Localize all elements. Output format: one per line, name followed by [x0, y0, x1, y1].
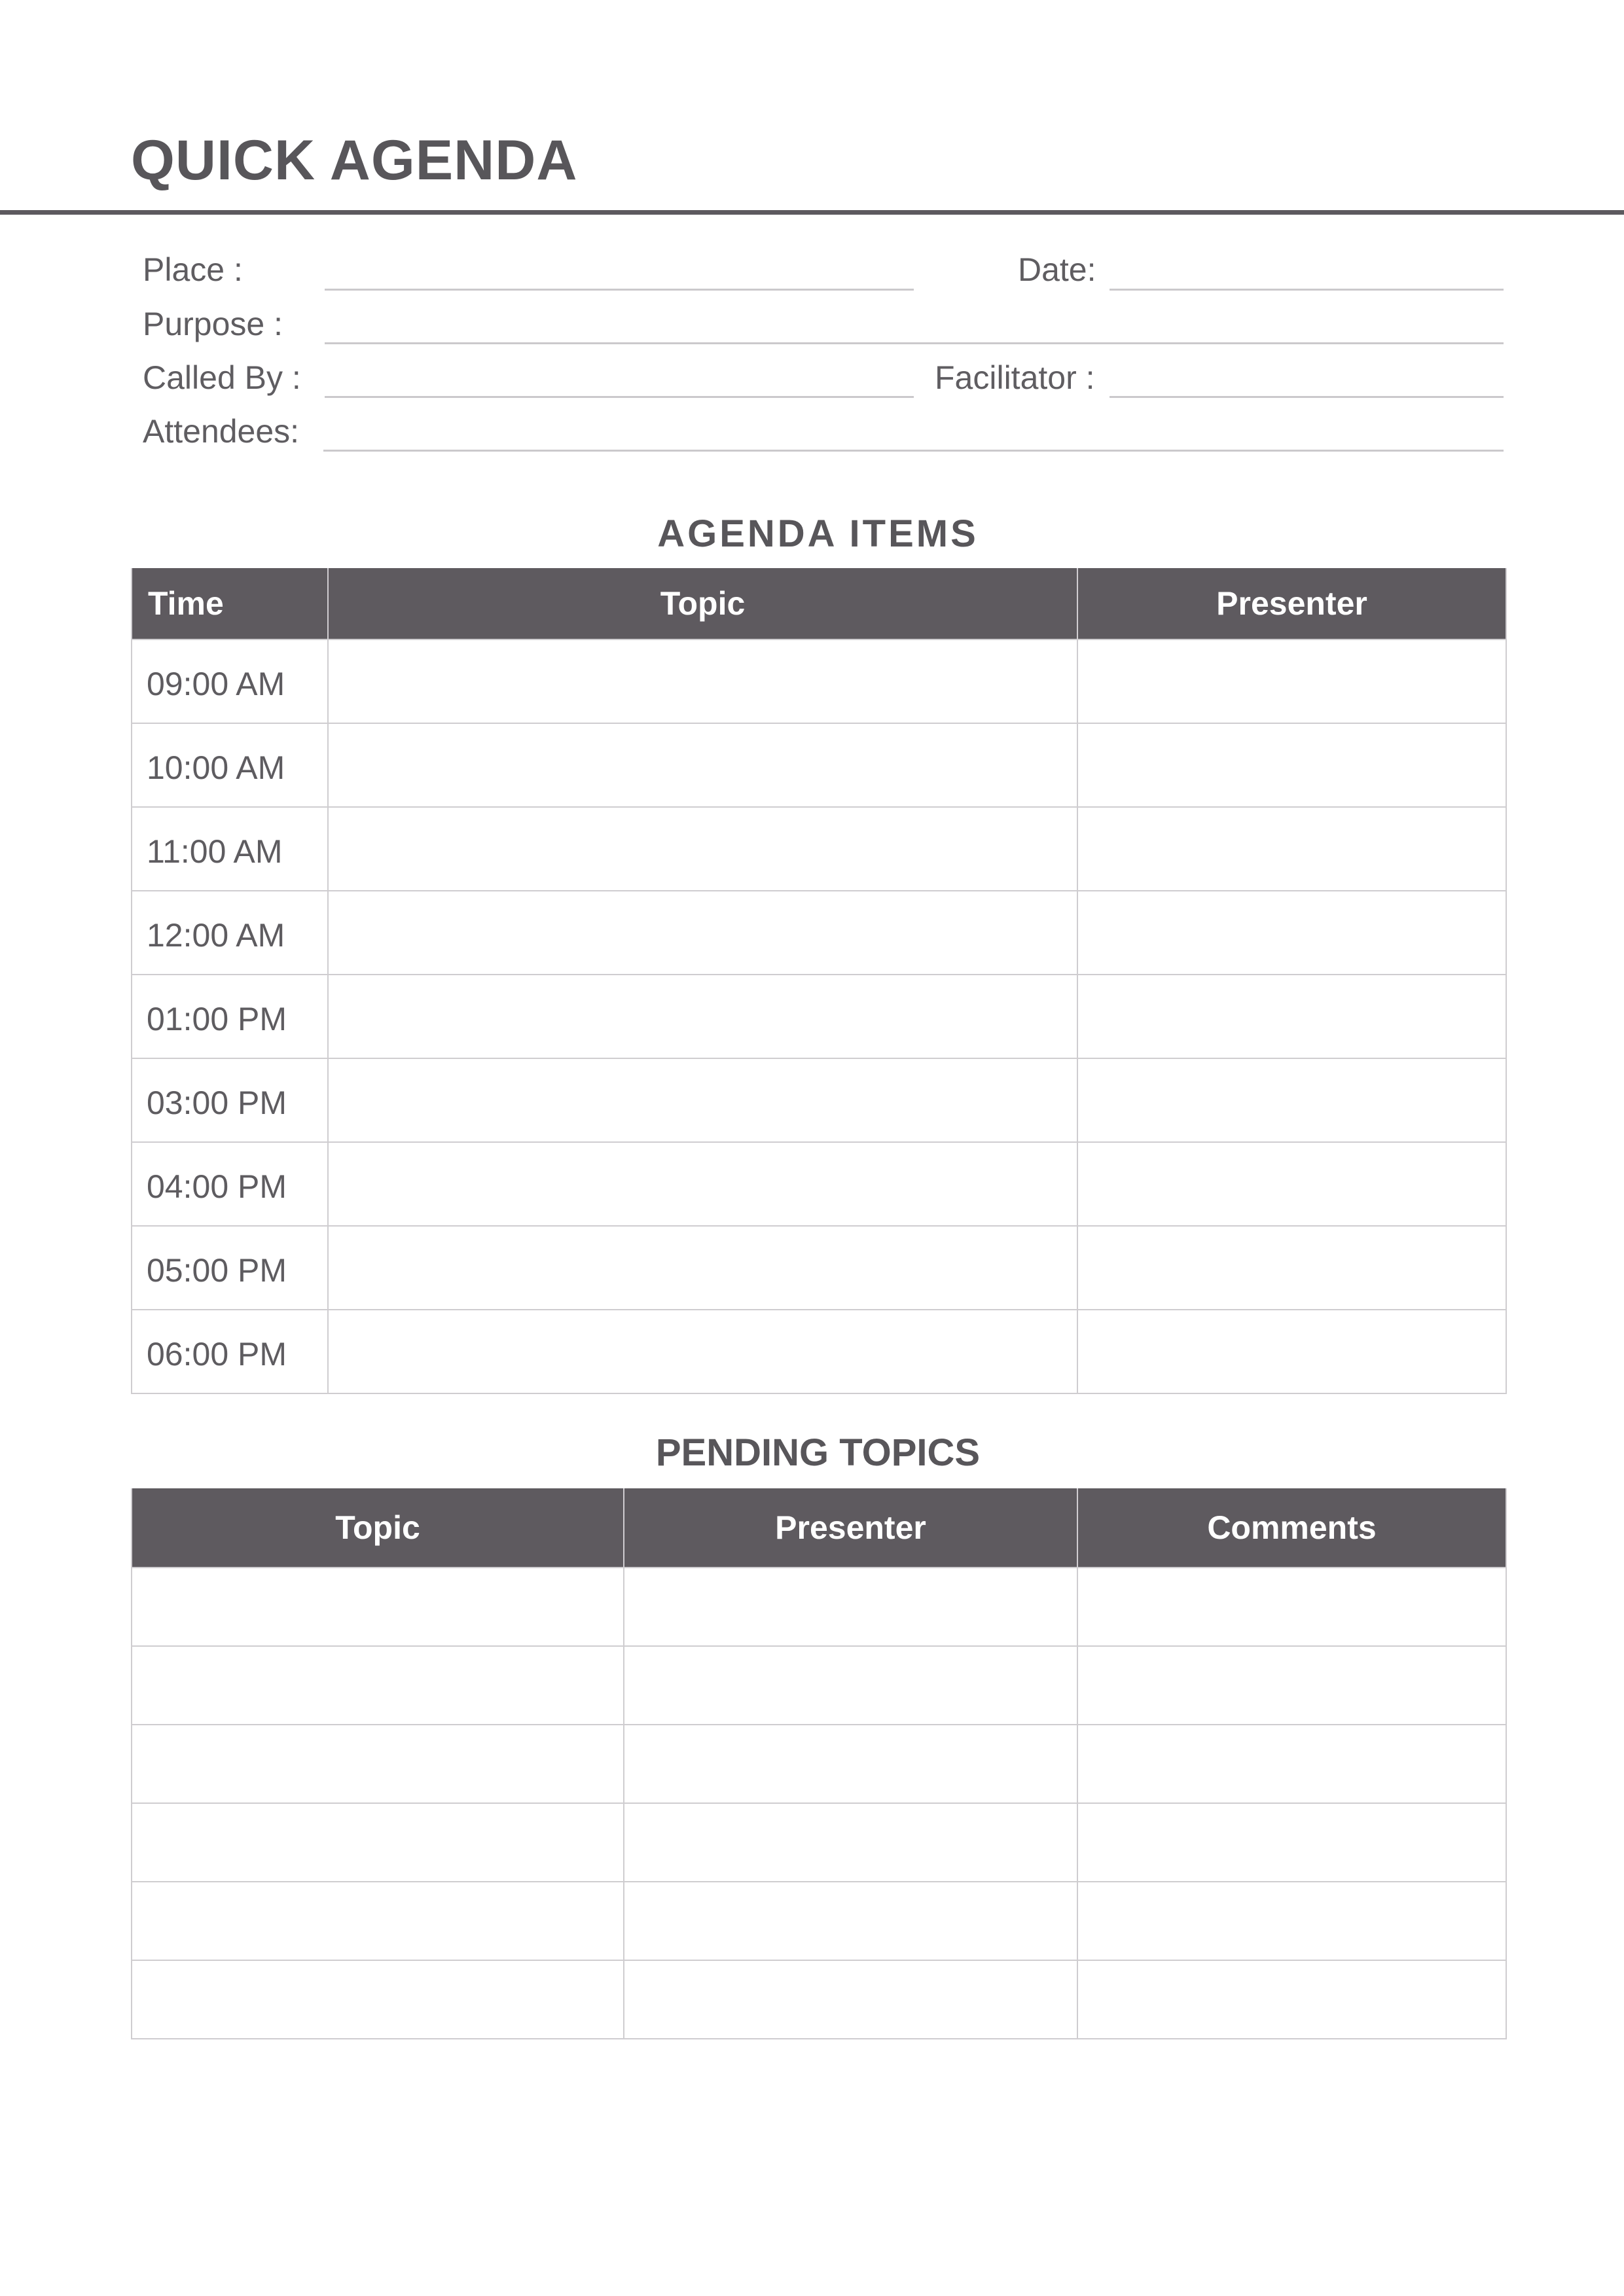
presenter-cell[interactable] [624, 1568, 1077, 1646]
pending-row [132, 1725, 1506, 1803]
date-label: Date: [1018, 251, 1096, 288]
column-header-presenter: Presenter [1077, 568, 1506, 639]
column-header-topic: Topic [132, 1488, 624, 1568]
called-by-field[interactable] [325, 396, 914, 398]
topic-cell[interactable] [132, 1646, 624, 1725]
title-divider [0, 210, 1624, 215]
facilitator-field[interactable] [1110, 396, 1504, 398]
presenter-cell[interactable] [624, 1646, 1077, 1725]
page-title: QUICK AGENDA [131, 129, 578, 192]
agenda-header-row [132, 568, 1506, 639]
column-header-topic: Topic [328, 568, 1077, 639]
topic-cell[interactable] [328, 639, 1077, 723]
presenter-cell[interactable] [1077, 1058, 1506, 1142]
time-cell: 09:00 AM [132, 639, 328, 723]
presenter-cell[interactable] [1077, 723, 1506, 807]
time-cell: 06:00 PM [132, 1310, 328, 1393]
presenter-cell[interactable] [1077, 807, 1506, 891]
presenter-cell[interactable] [624, 1960, 1077, 2039]
agenda-row [132, 975, 1506, 1058]
agenda-row [132, 1310, 1506, 1393]
attendees-label: Attendees: [143, 413, 300, 450]
time-cell: 04:00 PM [132, 1142, 328, 1226]
time-cell: 03:00 PM [132, 1058, 328, 1142]
place-label: Place : [143, 251, 243, 288]
agenda-items-heading: AGENDA ITEMS [657, 512, 979, 555]
time-cell: 01:00 PM [132, 975, 328, 1058]
time-cell: 10:00 AM [132, 723, 328, 807]
topic-cell[interactable] [328, 1226, 1077, 1310]
pending-row [132, 1803, 1506, 1882]
pending-header-row [132, 1488, 1506, 1568]
topic-cell[interactable] [328, 975, 1077, 1058]
pending-row [132, 1568, 1506, 1646]
topic-cell[interactable] [328, 1310, 1077, 1393]
time-cell: 11:00 AM [132, 807, 328, 891]
purpose-label: Purpose : [143, 306, 283, 342]
comments-cell[interactable] [1077, 1646, 1506, 1725]
presenter-cell[interactable] [1077, 975, 1506, 1058]
topic-cell[interactable] [328, 807, 1077, 891]
agenda-row [132, 639, 1506, 723]
pending-topics-heading: PENDING TOPICS [655, 1431, 981, 1474]
column-header-presenter: Presenter [624, 1488, 1077, 1568]
presenter-cell[interactable] [624, 1725, 1077, 1803]
topic-cell[interactable] [328, 1142, 1077, 1226]
facilitator-label: Facilitator : [935, 359, 1095, 396]
comments-cell[interactable] [1077, 1725, 1506, 1803]
topic-cell[interactable] [328, 1058, 1077, 1142]
comments-cell[interactable] [1077, 1960, 1506, 2039]
agenda-items-table [131, 568, 1507, 1394]
topic-cell[interactable] [132, 1568, 624, 1646]
pending-row [132, 1646, 1506, 1725]
topic-cell[interactable] [328, 723, 1077, 807]
comments-cell[interactable] [1077, 1882, 1506, 1960]
pending-topics-table [131, 1488, 1507, 2039]
presenter-cell[interactable] [1077, 891, 1506, 975]
presenter-cell[interactable] [624, 1803, 1077, 1882]
purpose-field[interactable] [325, 342, 1504, 344]
agenda-row [132, 807, 1506, 891]
presenter-cell[interactable] [1077, 1310, 1506, 1393]
comments-cell[interactable] [1077, 1568, 1506, 1646]
agenda-row [132, 1226, 1506, 1310]
topic-cell[interactable] [132, 1803, 624, 1882]
pending-row [132, 1960, 1506, 2039]
topic-cell[interactable] [328, 891, 1077, 975]
agenda-row [132, 1058, 1506, 1142]
topic-cell[interactable] [132, 1882, 624, 1960]
date-field[interactable] [1110, 289, 1504, 291]
agenda-row [132, 1142, 1506, 1226]
attendees-field[interactable] [323, 450, 1504, 452]
topic-cell[interactable] [132, 1960, 624, 2039]
column-header-comments: Comments [1077, 1488, 1506, 1568]
presenter-cell[interactable] [1077, 639, 1506, 723]
time-cell: 12:00 AM [132, 891, 328, 975]
column-header-time: Time [132, 568, 328, 639]
agenda-row [132, 723, 1506, 807]
presenter-cell[interactable] [1077, 1142, 1506, 1226]
comments-cell[interactable] [1077, 1803, 1506, 1882]
presenter-cell[interactable] [624, 1882, 1077, 1960]
presenter-cell[interactable] [1077, 1226, 1506, 1310]
time-cell: 05:00 PM [132, 1226, 328, 1310]
place-field[interactable] [325, 289, 914, 291]
called-by-label: Called By : [143, 359, 301, 396]
pending-row [132, 1882, 1506, 1960]
agenda-row [132, 891, 1506, 975]
topic-cell[interactable] [132, 1725, 624, 1803]
